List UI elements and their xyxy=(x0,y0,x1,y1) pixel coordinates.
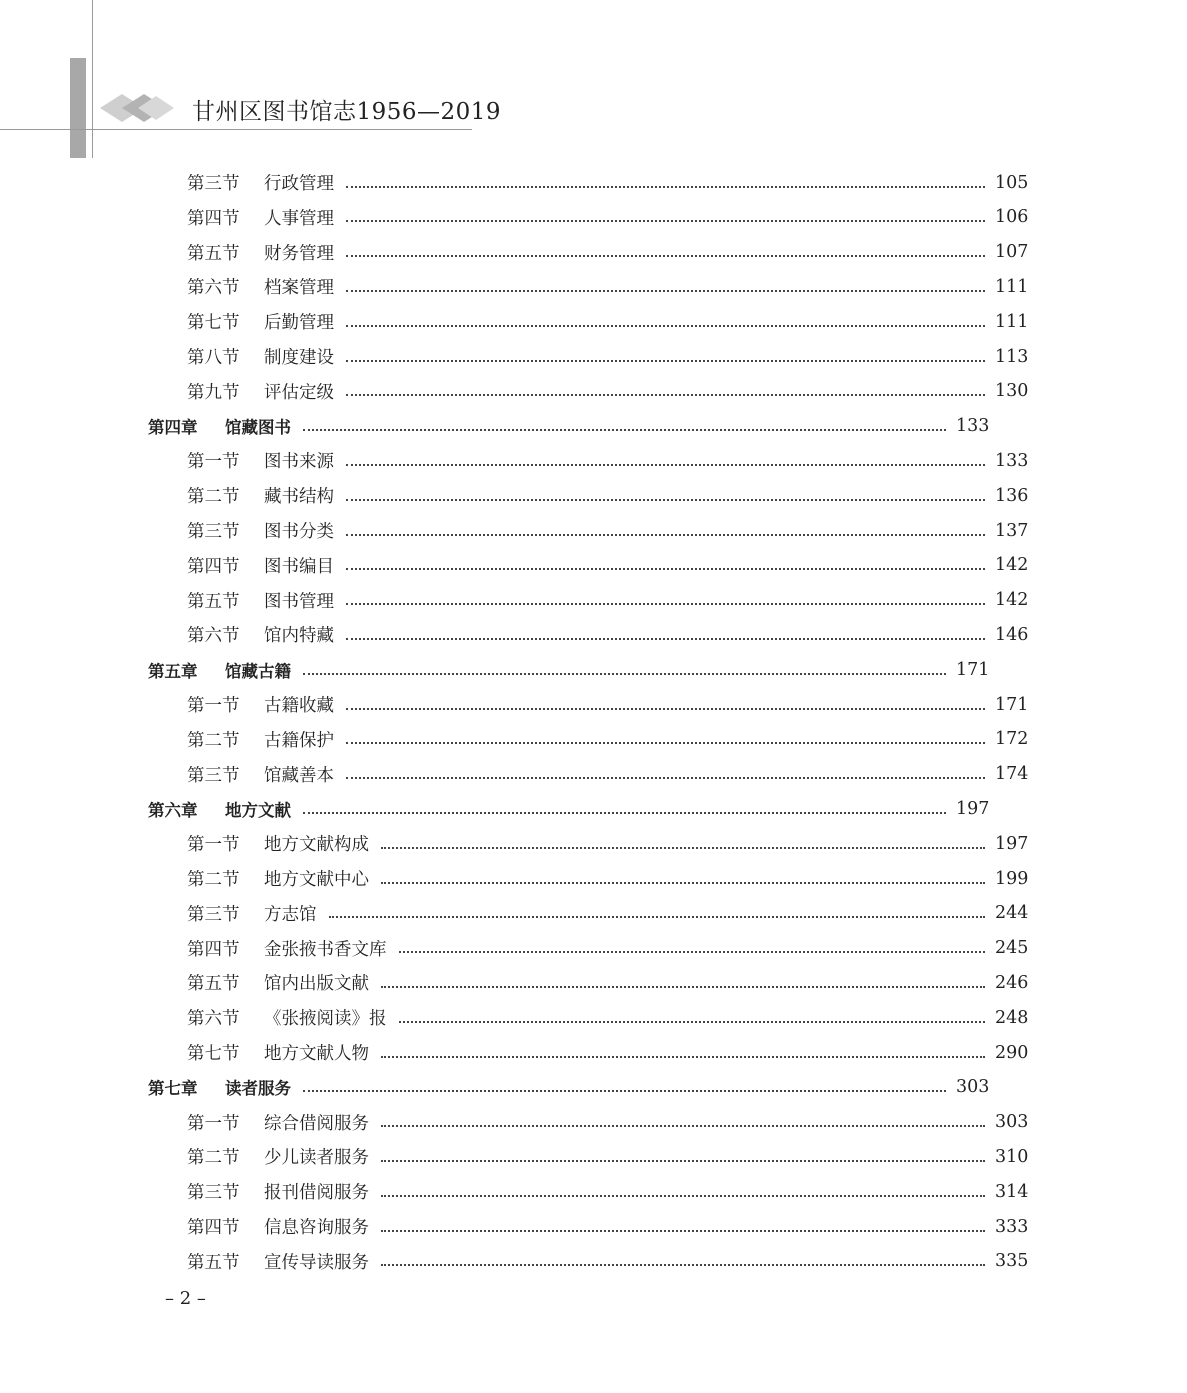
toc-entry-number: 第一节 xyxy=(187,696,240,716)
toc-entry-title: 金张掖书香文库 xyxy=(264,939,387,960)
toc-section-entry xyxy=(0,1105,1187,1140)
toc-entry-page: 137 xyxy=(995,520,1029,541)
toc-entry-page: 133 xyxy=(995,450,1029,471)
toc-entry-title: 地方文献 xyxy=(225,800,291,820)
toc-entry-number: 第三节 xyxy=(187,765,240,786)
toc-entry-page: 130 xyxy=(995,381,1029,402)
toc-dot-leader xyxy=(329,914,986,918)
toc-entry-title: 财务管理 xyxy=(264,243,334,264)
toc-entry-number: 第六章 xyxy=(148,800,198,820)
toc-entry-page: 142 xyxy=(995,590,1029,611)
toc-dot-leader xyxy=(399,949,986,953)
toc-entry-page: 303 xyxy=(995,1112,1029,1133)
toc-dot-leader xyxy=(346,636,985,640)
toc-entry-page: 248 xyxy=(995,1007,1029,1028)
toc-section-entry xyxy=(0,339,1187,374)
toc-section-entry xyxy=(0,861,1187,896)
toc-chapter-entry xyxy=(0,652,1148,687)
toc-entry-title: 地方文献人物 xyxy=(264,1044,369,1064)
toc-entry-number: 第一节 xyxy=(187,1113,240,1134)
toc-entry-title: 馆内出版文献 xyxy=(264,974,369,995)
toc-entry-title: 地方文献构成 xyxy=(264,835,369,856)
toc-entry-title: 评估定级 xyxy=(264,382,334,403)
toc-section-entry xyxy=(0,687,1187,722)
header-horizontal-rule xyxy=(0,129,472,130)
toc-dot-leader xyxy=(346,462,985,466)
toc-dot-leader xyxy=(399,1019,986,1023)
toc-dot-leader xyxy=(381,1193,985,1197)
toc-entry-page: 113 xyxy=(995,346,1029,367)
toc-entry-title: 图书管理 xyxy=(264,591,334,612)
toc-dot-leader xyxy=(381,1228,985,1232)
toc-section-entry xyxy=(0,757,1187,792)
toc-entry-number: 第二节 xyxy=(187,870,240,890)
toc-entry-title: 古籍保护 xyxy=(264,730,334,751)
toc-entry-page: 174 xyxy=(995,764,1029,785)
toc-entry-page: 333 xyxy=(995,1216,1029,1237)
toc-entry-title: 地方文献中心 xyxy=(264,870,369,890)
toc-section-entry xyxy=(0,304,1187,339)
toc-entry-number: 第五节 xyxy=(187,243,240,264)
toc-entry-number: 第二节 xyxy=(187,1148,240,1169)
toc-entry-title: 档案管理 xyxy=(264,278,334,299)
toc-entry-title: 行政管理 xyxy=(264,174,334,194)
toc-entry-number: 第三节 xyxy=(187,904,240,925)
toc-section-entry xyxy=(0,896,1187,931)
toc-entry-number: 第七节 xyxy=(187,1044,240,1064)
toc-dot-leader xyxy=(381,845,985,849)
toc-section-entry xyxy=(0,1139,1187,1174)
toc-section-entry xyxy=(0,548,1187,583)
toc-entry-page: 133 xyxy=(956,416,990,437)
toc-dot-leader xyxy=(346,392,985,396)
toc-section-entry xyxy=(0,1174,1187,1209)
toc-entry-number: 第九节 xyxy=(187,382,240,403)
toc-entry-title: 馆藏图书 xyxy=(225,418,291,438)
toc-entry-page: 197 xyxy=(995,833,1029,854)
toc-dot-leader xyxy=(346,566,985,570)
toc-entry-number: 第四节 xyxy=(187,939,240,960)
toc-dot-leader xyxy=(346,218,985,222)
book-title: 甘州区图书馆志1956—2019 xyxy=(192,99,502,125)
toc-entry-number: 第三节 xyxy=(187,174,240,194)
toc-entry-number: 第二节 xyxy=(187,487,240,508)
toc-dot-leader xyxy=(303,671,946,675)
toc-entry-page: 111 xyxy=(995,311,1029,332)
toc-chapter-entry xyxy=(0,791,1148,826)
toc-section-entry xyxy=(0,1000,1187,1035)
toc-section-entry xyxy=(0,826,1187,861)
toc-entry-page: 107 xyxy=(995,242,1029,263)
toc-dot-leader xyxy=(346,775,985,779)
toc-entry-title: 方志馆 xyxy=(264,904,317,925)
toc-entry-title: 综合借阅服务 xyxy=(264,1113,369,1134)
toc-entry-number: 第五节 xyxy=(187,591,240,612)
toc-entry-page: 142 xyxy=(995,555,1029,576)
toc-dot-leader xyxy=(346,497,985,501)
header-diamonds-icon xyxy=(100,92,182,124)
toc-entry-number: 第三节 xyxy=(187,522,240,542)
toc-entry-number: 第七节 xyxy=(187,313,240,334)
toc-entry-page: 197 xyxy=(956,798,990,819)
toc-entry-title: 《张掖阅读》报 xyxy=(264,1009,387,1030)
toc-chapter-entry xyxy=(0,409,1148,444)
toc-entry-number: 第六节 xyxy=(187,626,240,647)
toc-section-entry xyxy=(0,583,1187,618)
toc-dot-leader xyxy=(346,532,985,536)
toc-entry-title: 古籍收藏 xyxy=(264,696,334,716)
toc-entry-page: 146 xyxy=(995,624,1029,645)
toc-dot-leader xyxy=(381,1158,985,1162)
toc-entry-number: 第一节 xyxy=(187,835,240,856)
toc-entry-title: 图书分类 xyxy=(264,522,334,542)
toc-entry-number: 第五章 xyxy=(148,661,198,681)
toc-dot-leader xyxy=(303,1088,946,1092)
toc-entry-title: 报刊借阅服务 xyxy=(264,1183,369,1204)
toc-dot-leader xyxy=(346,358,985,362)
toc-entry-page: 105 xyxy=(995,172,1029,193)
toc-dot-leader xyxy=(381,984,985,988)
toc-section-entry xyxy=(0,513,1187,548)
toc-entry-page: 171 xyxy=(995,694,1029,715)
toc-section-entry xyxy=(0,200,1187,235)
page-number: – 2 – xyxy=(165,1288,206,1309)
toc-entry-number: 第六节 xyxy=(187,1009,240,1030)
toc-entry-title: 图书编目 xyxy=(264,556,334,577)
toc-entry-title: 后勤管理 xyxy=(264,313,334,334)
toc-section-entry xyxy=(0,235,1187,270)
toc-entry-page: 244 xyxy=(995,903,1029,924)
toc-entry-title: 信息咨询服务 xyxy=(264,1218,369,1238)
toc-entry-page: 290 xyxy=(995,1042,1029,1063)
toc-section-entry xyxy=(0,617,1187,652)
toc-dot-leader xyxy=(346,253,985,257)
header-gray-bar xyxy=(70,58,86,158)
toc-section-entry xyxy=(0,965,1187,1000)
toc-entry-number: 第五节 xyxy=(187,974,240,995)
toc-section-entry xyxy=(0,269,1187,304)
toc-section-entry xyxy=(0,1244,1187,1279)
toc-entry-title: 藏书结构 xyxy=(264,487,334,508)
toc-entry-page: 335 xyxy=(995,1251,1029,1272)
toc-entry-page: 111 xyxy=(995,276,1029,297)
toc-entry-page: 303 xyxy=(956,1077,990,1098)
toc-dot-leader xyxy=(346,323,985,327)
toc-entry-page: 136 xyxy=(995,485,1029,506)
toc-entry-title: 馆藏古籍 xyxy=(225,661,291,681)
toc-entry-page: 310 xyxy=(995,1146,1029,1167)
toc-entry-number: 第五节 xyxy=(187,1252,240,1273)
toc-section-entry xyxy=(0,722,1187,757)
toc-dot-leader xyxy=(346,706,985,710)
toc-dot-leader xyxy=(381,880,985,884)
toc-entry-page: 106 xyxy=(995,207,1029,228)
toc-entry-title: 人事管理 xyxy=(264,208,334,229)
toc-entry-number: 第八节 xyxy=(187,348,240,368)
toc-entry-number: 第六节 xyxy=(187,278,240,299)
toc-entry-title: 读者服务 xyxy=(225,1079,291,1099)
toc-entry-title: 馆内特藏 xyxy=(264,626,334,647)
toc-dot-leader xyxy=(346,288,985,292)
toc-entry-number: 第四节 xyxy=(187,1218,240,1238)
toc-entry-number: 第三节 xyxy=(187,1183,240,1204)
toc-entry-number: 第二节 xyxy=(187,730,240,751)
toc-dot-leader xyxy=(381,1262,985,1266)
toc-entry-number: 第四章 xyxy=(148,418,198,438)
toc-entry-page: 171 xyxy=(956,659,990,680)
toc-section-entry xyxy=(0,443,1187,478)
toc-entry-number: 第四节 xyxy=(187,208,240,229)
toc-section-entry xyxy=(0,1035,1187,1070)
toc-entry-page: 199 xyxy=(995,868,1029,889)
toc-section-entry xyxy=(0,931,1187,966)
toc-chapter-entry xyxy=(0,1070,1148,1105)
toc-dot-leader xyxy=(346,184,985,188)
toc-entry-title: 图书来源 xyxy=(264,452,334,473)
toc-entry-title: 馆藏善本 xyxy=(264,765,334,786)
toc-dot-leader xyxy=(346,601,985,605)
header-vertical-rule xyxy=(92,0,93,158)
toc-dot-leader xyxy=(346,740,985,744)
toc-entry-title: 宣传导读服务 xyxy=(264,1252,369,1273)
toc-dot-leader xyxy=(381,1054,985,1058)
toc-entry-page: 246 xyxy=(995,972,1029,993)
toc-entry-number: 第四节 xyxy=(187,556,240,577)
toc-entry-title: 少儿读者服务 xyxy=(264,1148,369,1169)
toc-entry-title: 制度建设 xyxy=(264,348,334,368)
toc-section-entry xyxy=(0,165,1187,200)
toc-entry-page: 172 xyxy=(995,729,1029,750)
toc-section-entry xyxy=(0,1209,1187,1244)
toc-entry-number: 第七章 xyxy=(148,1079,198,1099)
toc-entry-number: 第一节 xyxy=(187,452,240,473)
toc-dot-leader xyxy=(381,1123,985,1127)
toc-entry-page: 245 xyxy=(995,938,1029,959)
toc-section-entry xyxy=(0,478,1187,513)
toc-dot-leader xyxy=(303,810,946,814)
toc-dot-leader xyxy=(303,427,946,431)
toc-section-entry xyxy=(0,374,1187,409)
toc-entry-page: 314 xyxy=(995,1181,1029,1202)
